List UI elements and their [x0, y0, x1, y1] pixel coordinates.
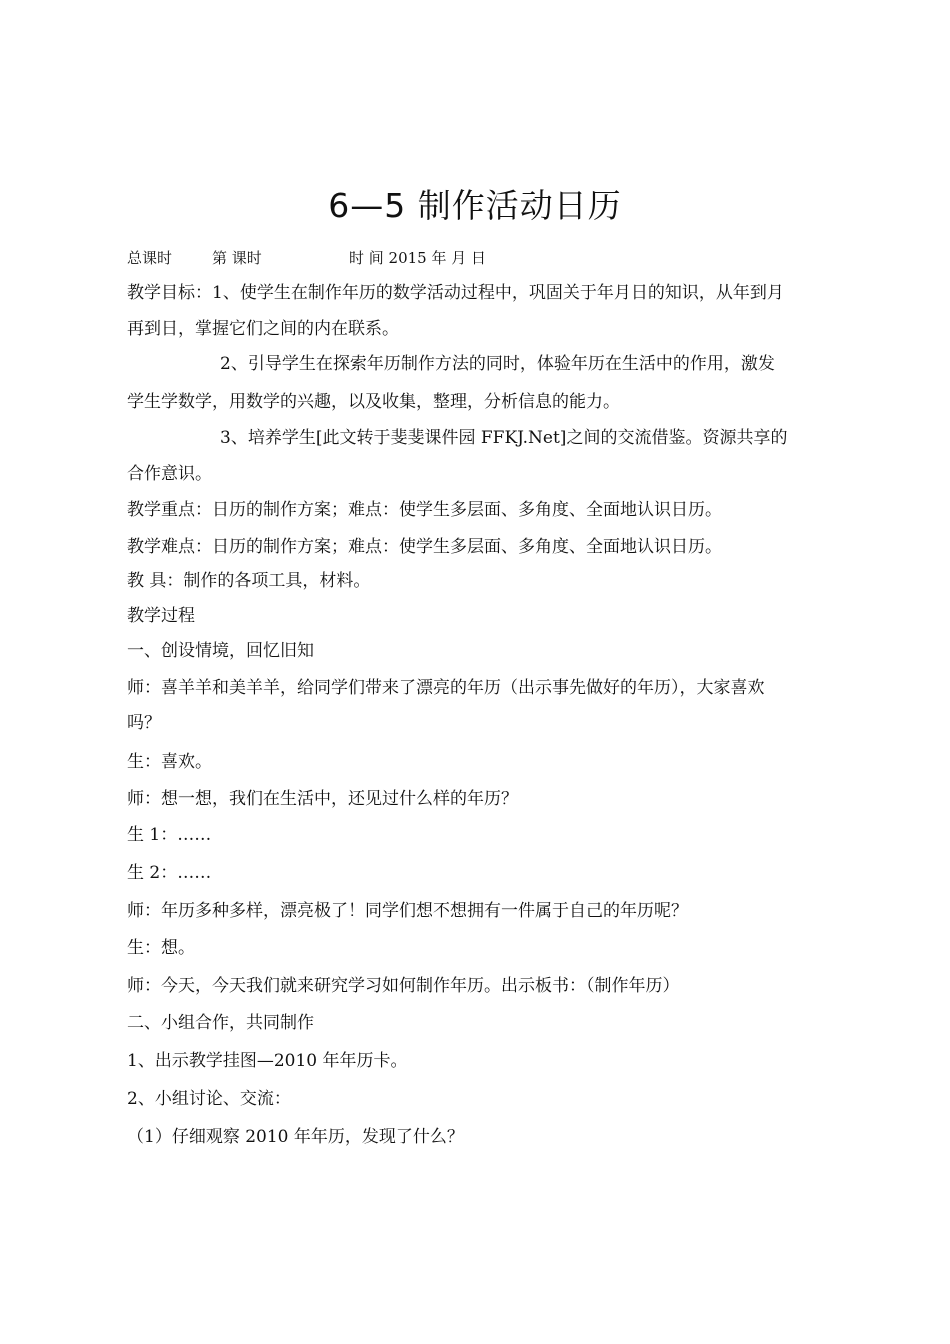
paragraph-line: 生：喜欢。	[127, 752, 212, 772]
paragraph-line: 3、培养学生[此文转于斐斐课件园 FFKJ.Net]之间的交流借鉴。资源共享的	[220, 428, 788, 448]
paragraph-line: 生：想。	[127, 938, 195, 958]
paragraph-line: 教学难点：日历的制作方案；难点：使学生多层面、多角度、全面地认识日历。	[127, 537, 722, 557]
paragraph-line: 2、小组讨论、交流：	[127, 1089, 291, 1109]
section-heading: 教学过程	[127, 606, 195, 626]
paragraph-line: 再到日，掌握它们之间的内在联系。	[127, 319, 399, 339]
paragraph-line: 教学重点：日历的制作方案；难点：使学生多层面、多角度、全面地认识日历。	[127, 500, 722, 520]
paragraph-line: 师：年历多种多样，漂亮极了！同学们想不想拥有一件属于自己的年历呢？	[127, 901, 688, 921]
paragraph-line: 生 2：……	[127, 863, 212, 883]
paragraph-line: 2、引导学生在探索年历制作方法的同时，体验年历在生活中的作用，激发	[220, 354, 775, 374]
paragraph-line: 师：想一想，我们在生活中，还见过什么样的年历？	[127, 789, 518, 809]
paragraph-line: 生 1：……	[127, 825, 212, 845]
total-lessons-label: 总课时	[127, 249, 173, 267]
section-heading: 一、创设情境，回忆旧知	[127, 641, 314, 661]
paragraph-line: 师：今天，今天我们就来研究学习如何制作年历。出示板书：（制作年历）	[127, 976, 680, 996]
paragraph-line: （1）仔细观察 2010 年年历，发现了什么？	[127, 1127, 464, 1147]
paragraph-line: 1、出示教学挂图—2010 年年历卡。	[127, 1051, 408, 1071]
paragraph-line: 师：喜羊羊和美羊羊，给同学们带来了漂亮的年历（出示事先做好的年历），大家喜欢	[127, 678, 765, 698]
paragraph-line: 教学目标：1、使学生在制作年历的数学活动过程中，巩固关于年月日的知识，从年到月	[127, 283, 784, 303]
paragraph-line: 吗？	[127, 713, 161, 733]
section-heading: 二、小组合作，共同制作	[127, 1013, 314, 1033]
paragraph-line: 学生学数学，用数学的兴趣，以及收集，整理，分析信息的能力。	[127, 392, 620, 412]
document-title: 6—5 制作活动日历	[328, 186, 622, 225]
paragraph-line: 合作意识。	[127, 464, 212, 484]
date-label: 时 间 2015 年 月 日	[349, 249, 487, 267]
paragraph-line: 教 具：制作的各项工具，材料。	[127, 571, 371, 591]
lesson-number-label: 第 课时	[212, 249, 262, 267]
